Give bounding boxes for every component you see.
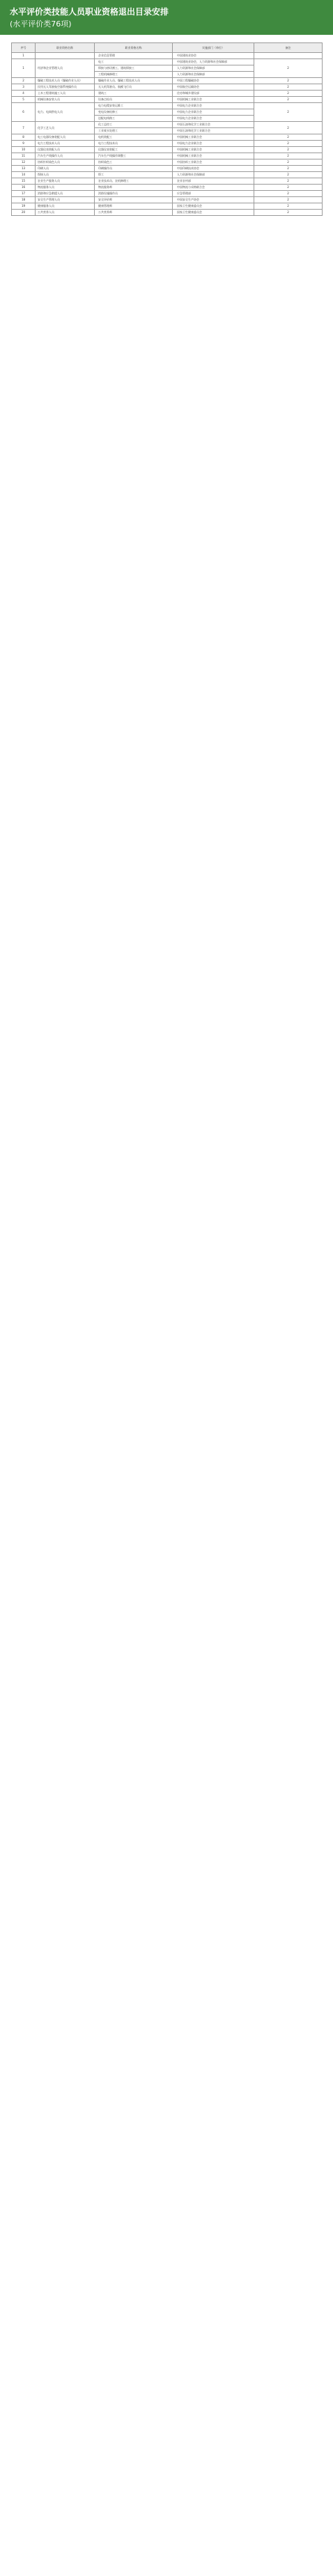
department-cell: 中国建筑业协会，人力资源和社会保障部 [173,59,254,65]
table-container [0,35,333,216]
qualification-name-cell: 汽车生产线操作调整工 [95,153,173,159]
row-number: 6 [12,103,36,122]
note-cell: 2 [254,166,323,172]
department-cell: 中国建筑业协会 [173,53,254,59]
category-cell: 仪器仪表装配人员 [36,147,95,153]
department-cell: 中国石油和化学工业联合会 [173,122,254,128]
category-cell: 汽车生产线操作人员 [36,153,95,159]
note-cell: 2 [254,159,323,166]
category-cell: 健康服务人员 [36,203,95,210]
department-cell: 农业农村部 [173,178,254,185]
table-row [12,191,323,197]
table-row [12,103,323,109]
note-cell: 2 [254,78,323,84]
qualification-name-cell: 纺织染色工 [95,159,173,166]
qualification-name-cell: 仪器仪表装配工 [95,147,173,153]
category-cell: 农业生产服务人员 [36,178,95,185]
category-cell: 物流服务人员 [36,185,95,191]
qualification-name-cell: 电力电缆安装运维工 [95,103,173,109]
department-cell: 中国机械工业联合会 [173,134,254,141]
category-cell: 经济和企业管理人员 [36,59,95,78]
qualification-name-cell: 物流服务师 [95,185,173,191]
table-row [12,134,323,141]
table-row [12,197,323,203]
qualification-name-cell: 无人机驾驶员、航模飞行员 [95,84,173,91]
note-cell: 2 [254,134,323,141]
department-cell: 国家卫生健康委员会 [173,210,254,216]
qualification-name-cell: 工程机械修理工 [95,72,173,78]
note-cell: 2 [254,191,323,197]
qualification-name-cell: 变电设备检修工 [95,109,173,116]
table-row [12,91,323,97]
row-number: 7 [12,122,36,134]
note-cell: 2 [254,153,323,159]
note-cell: 2 [254,185,323,191]
category-cell: 电工电器设备装配人员 [36,134,95,141]
page-title: 水平评价类技能人员职业资格退出目录安排 [10,7,169,17]
table-row [12,210,323,216]
department-cell: 中国机械工业联合会 [173,97,254,103]
department-cell: 中国安全生产协会 [173,197,254,203]
table-row [12,141,323,147]
column-header-note: 备注 [254,43,323,53]
table-header-row [12,43,323,53]
qualification-name-cell: 安全评价师 [95,197,173,203]
department-cell: 住房和城乡建设部 [173,91,254,97]
qualification-name-cell: 送配电线路工 [95,116,173,122]
table-row [12,53,323,59]
department-cell: 中国石油和化学工业联合会 [173,128,254,134]
category-cell: 化学工艺人员 [36,122,95,134]
table-row [12,172,323,178]
department-cell: 中国电力企业联合会 [173,116,254,122]
department-cell: 人力资源和社会保障部 [173,72,254,78]
category-cell: 民用无人驾驶航空器系统操作员 [36,84,95,91]
department-cell: 中国机械工业联合会 [173,153,254,159]
row-number: 5 [12,97,36,103]
row-number: 15 [12,178,36,185]
page-subtitle: (水平评价类76项) [10,19,72,29]
department-cell: 国家卫生健康委员会 [173,203,254,210]
category-cell: 纺织针织染色人员 [36,159,95,166]
department-cell: 中国物流与采购联合会 [173,185,254,191]
qualification-name-cell: 化工总控工 [95,122,173,128]
table-row [12,153,323,159]
qualification-name-cell: 焊工 [95,172,173,178]
row-number: 20 [12,210,36,216]
note-cell [254,53,323,59]
department-cell: 中国机械工业联合会 [173,147,254,153]
note-cell: 2 [254,210,323,216]
category-cell: 爆破工程技术人员（爆破作业人员） [36,78,95,84]
table-row [12,147,323,153]
row-number: 14 [12,172,36,178]
row-number: 17 [12,191,36,197]
table-row [12,78,323,84]
note-cell: 2 [254,103,323,122]
qualification-name-cell: 工业废水处理工 [95,128,173,134]
table-body [12,53,323,216]
table-row [12,159,323,166]
row-number: 13 [12,166,36,172]
page-header [0,0,333,35]
department-cell: 中国纺织工业联合会 [173,159,254,166]
row-number: 9 [12,141,36,147]
department-cell: 应急管理部 [173,191,254,197]
note-cell: 2 [254,141,323,147]
column-header-category: 职业资格名称 [36,43,95,53]
column-header-no: 序号 [12,43,36,53]
department-cell: 人力资源和社会保障部 [173,65,254,72]
row-number: 19 [12,203,36,210]
qualification-name-cell: 电机装配工 [95,134,173,141]
qualification-name-cell: 建筑工 [95,91,173,97]
table-row [12,203,323,210]
qualification-table [11,42,323,216]
qualification-name-cell: 健康管理师 [95,203,173,210]
note-cell: 2 [254,203,323,210]
category-cell: 电力、电网供电人员 [36,103,95,122]
table-row [12,185,323,191]
column-header-name: 职业资格名称 [95,43,173,53]
note-cell: 2 [254,84,323,91]
note-cell: 2 [254,147,323,153]
qualification-name-cell: 焊接与热切割工、建筑焊接工 [95,65,173,72]
note-cell: 2 [254,91,323,97]
department-cell: 中国航空运输协会 [173,84,254,91]
table-row [12,84,323,91]
category-cell: 电力工程技术人员 [36,141,95,147]
row-number: 3 [12,84,36,91]
row-number: 8 [12,134,36,141]
row-number: 11 [12,153,36,159]
note-cell: 2 [254,178,323,185]
table-row [12,166,323,172]
department-cell: 中国电力企业联合会 [173,109,254,116]
qualification-name-cell: 消防设施操作员 [95,191,173,197]
note-cell: 2 [254,172,323,178]
qualification-name-cell: 农业技术员、农机修理工 [95,178,173,185]
category-cell: 消防和应急救援人员 [36,191,95,197]
department-cell: 中国工程爆破协会 [173,78,254,84]
table-row [12,122,323,128]
qualification-name-cell: 电力工程技术员 [95,141,173,147]
qualification-name-cell: 印刷操作员 [95,166,173,172]
category-cell: 公共营养人员 [36,210,95,216]
table-row [12,178,323,185]
department-cell: 中国电力企业联合会 [173,103,254,109]
qualification-name-cell: 设备点检员 [95,97,173,103]
qualification-name-cell: 爆破作业人员、爆破工程技术人员 [95,78,173,84]
row-number: 12 [12,159,36,166]
row-number: 1 [12,53,36,59]
category-cell: 机械设备安装人员 [36,97,95,103]
note-cell: 2 [254,122,323,134]
category-cell: 焊接人员 [36,172,95,178]
note-cell: 2 [254,59,323,78]
department-cell: 人力资源和社会保障部 [173,172,254,178]
category-cell: 印刷人员 [36,166,95,172]
row-number: 16 [12,185,36,191]
qualification-name-cell: 企业信息管理 [95,53,173,59]
category-cell [36,53,95,59]
qualification-name-cell: 公共营养师 [95,210,173,216]
table-row [12,59,323,65]
row-number: 10 [12,147,36,153]
row-number: 18 [12,197,36,203]
category-cell: 安全生产管理人员 [36,197,95,203]
note-cell: 2 [254,197,323,203]
note-cell: 2 [254,97,323,103]
column-header-dept: 实施部门（单位） [173,43,254,53]
department-cell: 中国印刷技术协会 [173,166,254,172]
table-row [12,97,323,103]
row-number: 1 [12,59,36,78]
row-number: 4 [12,91,36,97]
qualification-name-cell: 电工 [95,59,173,65]
row-number: 2 [12,78,36,84]
category-cell: 土木工程建筑施工人员 [36,91,95,97]
department-cell: 中国电力企业联合会 [173,141,254,147]
